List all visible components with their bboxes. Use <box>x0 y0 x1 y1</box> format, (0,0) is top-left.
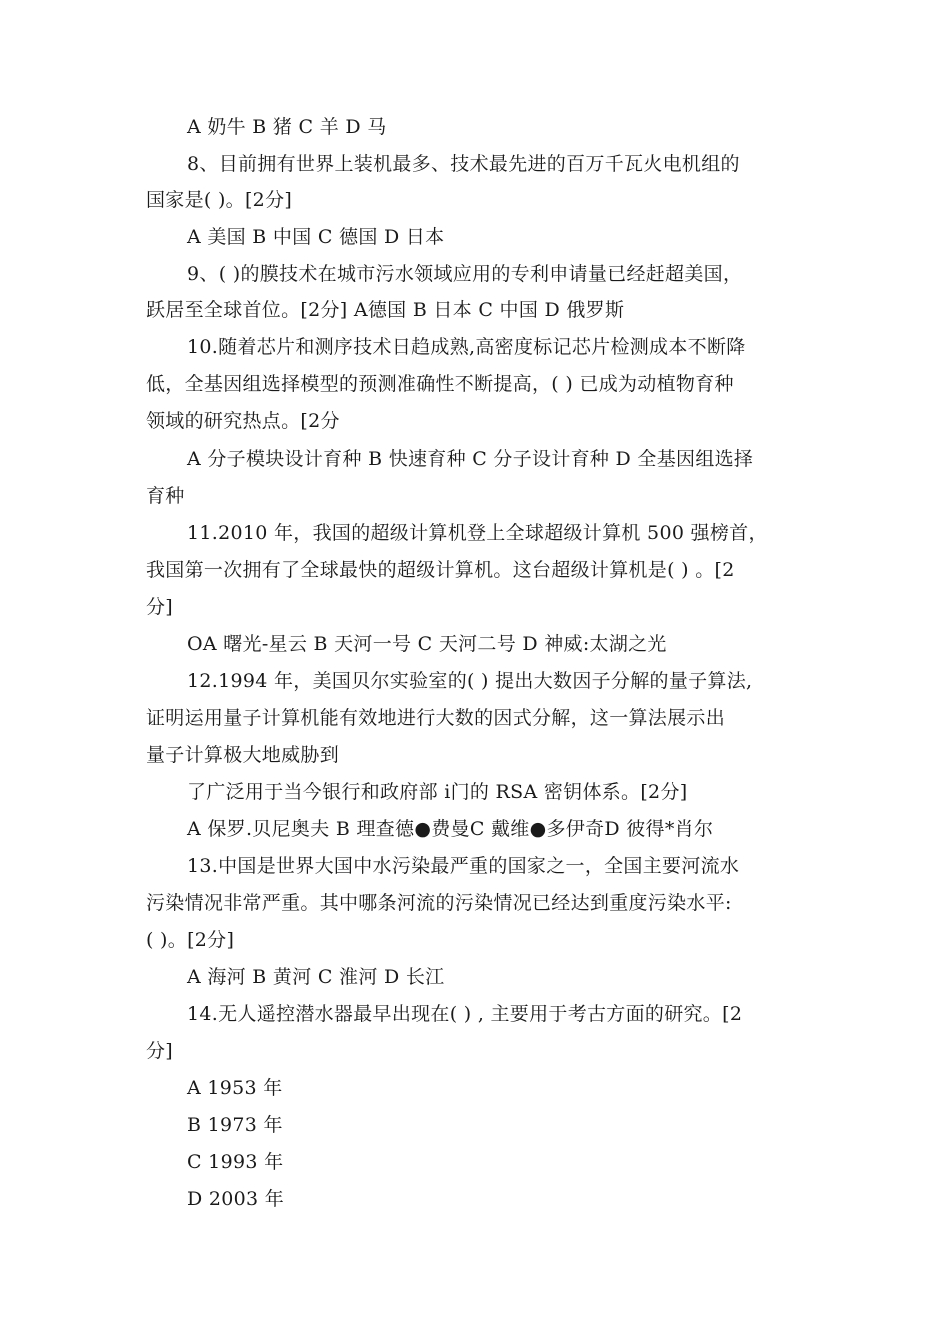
q14-option-a: A 1953 年 <box>187 1077 283 1099</box>
q13-text-line-3: ( )。[2分] <box>146 929 235 951</box>
q12-text-line-3: 量子计算极大地威胁到 <box>146 744 340 766</box>
q10-text-line-3: 领域的研究热点。[2分 <box>146 410 340 432</box>
q12-text-line-4: 了广泛用于当今银行和政府部 i门的 RSA 密钥体系。[2分] <box>187 781 688 803</box>
q11-text-line-3: 分] <box>146 596 174 618</box>
q10-text-line-2: 低，全基因组选择模型的预测准确性不断提高，( ) 已成为动植物育种 <box>146 373 734 395</box>
q10-options-line-2: 育种 <box>146 485 185 507</box>
q9-text-line-2: 跃居至全球首位。[2分] A德国 B 日本 C 中国 D 俄罗斯 <box>146 299 625 321</box>
q9-text-line-1: 9、( )的膜技术在城市污水领域应用的专利申请量已经赶超美国， <box>187 263 743 285</box>
q14-text-line-1: 14.无人遥控潜水器最早出现在( ) , 主要用于考古方面的研究。[2 <box>187 1003 743 1025</box>
q11-text-line-1: 11.2010 年，我国的超级计算机登上全球超级计算机 500 强榜首， <box>187 522 768 544</box>
q8-text-line-2: 国家是( )。[2分] <box>146 189 293 211</box>
q14-option-c: C 1993 年 <box>187 1151 284 1173</box>
q12-text-line-2: 证明运用量子计算机能有效地进行大数的因式分解，这一算法展示出 <box>146 707 726 729</box>
q14-option-b: B 1973 年 <box>187 1114 283 1136</box>
q14-option-d: D 2003 年 <box>187 1188 285 1210</box>
q13-text-line-2: 污染情况非常严重。其中哪条河流的污染情况已经达到重度污染水平: <box>146 892 732 914</box>
q10-options-line-1: A 分子模块设计育种 B 快速育种 C 分子设计育种 D 全基因组选择 <box>187 448 754 470</box>
q14-text-line-2: 分] <box>146 1040 174 1062</box>
q8-text-line-1: 8、目前拥有世界上装机最多、技术最先进的百万千瓦火电机组的 <box>187 153 740 175</box>
q7-options: A 奶牛 B 猪 C 羊 D 马 <box>187 116 387 138</box>
q13-text-line-1: 13.中国是世界大国中水污染最严重的国家之一，全国主要河流水 <box>187 855 740 877</box>
q12-options: A 保罗.贝尼奥夫 B 理查德●费曼C 戴维●多伊奇D 彼得*肖尔 <box>187 818 714 840</box>
q13-options: A 海河 B 黄河 C 淮河 D 长江 <box>187 966 445 988</box>
q11-options: OA 曙光-星云 B 天河一号 C 天河二号 D 神威:太湖之光 <box>187 633 667 655</box>
q12-text-line-1: 12.1994 年，美国贝尔实验室的( ) 提出大数因子分解的量子算法, <box>187 670 753 692</box>
q11-text-line-2: 我国第一次拥有了全球最快的超级计算机。这台超级计算机是( ) 。[2 <box>146 559 735 581</box>
q8-options: A 美国 B 中国 C 德国 D 日本 <box>187 226 445 248</box>
q10-text-line-1: 10.随着芯片和测序技术日趋成熟,高密度标记芯片检测成本不断降 <box>187 336 746 358</box>
